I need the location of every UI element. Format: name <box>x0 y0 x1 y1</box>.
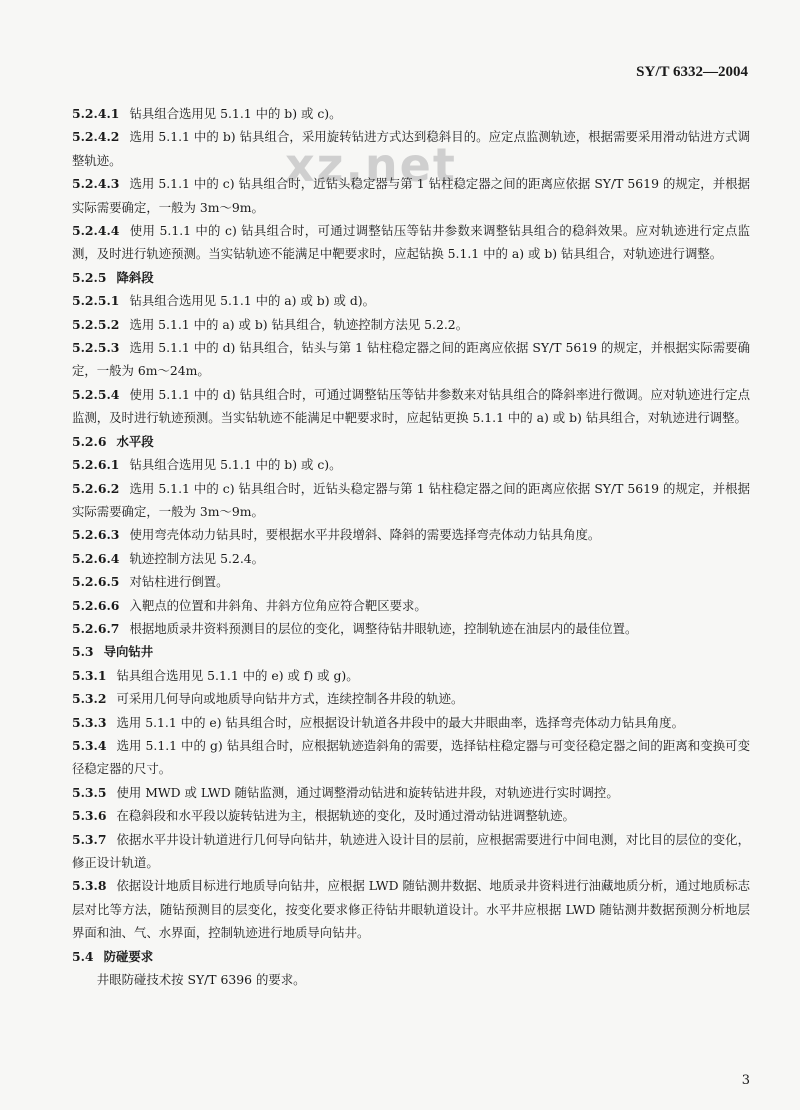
clause-number: 5.2.6.5 <box>72 574 120 590</box>
clause-text: 导向钻井 <box>103 644 154 660</box>
clause-text: 防碰要求 <box>103 948 154 964</box>
clause-text: 选用 5.1.1 中的 d) 钻具组合，钻头与第 1 钻柱稳定器之间的距离应依据 SY/T 5619 的规定，并根据实际需要确定，一般为 6m～24m。 <box>72 340 750 379</box>
clause-paragraph <box>72 125 750 172</box>
clause-paragraph <box>72 383 750 430</box>
standard-code: SY/T 6332—2004 <box>636 64 748 80</box>
clause-text: 使用弯壳体动力钻具时，要根据水平井段增斜、降斜的需要选择弯壳体动力钻具角度。 <box>129 527 601 543</box>
clause-number: 5.3.4 <box>72 737 107 753</box>
clause-text: 井眼防碰技术按 SY/T 6396 的要求。 <box>96 972 306 988</box>
document-body <box>72 102 750 991</box>
clause-text: 轨迹控制方法见 5.2.4。 <box>129 550 265 566</box>
clause-number: 5.2.6.1 <box>72 457 120 473</box>
clause-number: 5.3.2 <box>72 691 107 707</box>
clause-paragraph <box>72 523 750 546</box>
clause-paragraph <box>72 453 750 476</box>
clause-paragraph <box>72 102 750 125</box>
clause-paragraph <box>72 172 750 219</box>
clause-number: 5.2.6.3 <box>72 527 120 543</box>
page-number: 3 <box>741 1073 750 1088</box>
clause-text: 水平段 <box>116 433 154 449</box>
clause-paragraph <box>72 219 750 266</box>
clause-text: 依据水平井设计轨道进行几何导向钻井，轨迹进入设计目的层前，应根据需要进行中间电测，对比目的层位的变化，修正设计轨道。 <box>72 831 750 870</box>
clause-paragraph <box>72 664 750 687</box>
clause-number: 5.2.5.3 <box>72 340 120 356</box>
clause-number: 5.2.6.4 <box>72 550 120 566</box>
section-heading <box>72 640 750 663</box>
clause-number: 5.4 <box>72 948 94 964</box>
clause-paragraph <box>72 874 750 944</box>
section-heading <box>72 266 750 289</box>
clause-paragraph <box>72 804 750 827</box>
watermark: xz.net <box>285 138 457 192</box>
clause-text: 依据设计地质目标进行地质导向钻井，应根据 LWD 随钻测井数据、地质录井资料进行油藏地质分析，通过地质标志层对比等方法，随钻预测目的层变化，按变化要求修正待钻井眼轨道设计。水平井应根据 LWD 随钻测井数据预测分析地层界面和油、气、水界面，控制轨迹进行地质导向钻井。 <box>72 878 750 941</box>
clause-text: 钻具组合选用见 5.1.1 中的 e) 或 f) 或 g)。 <box>116 667 359 683</box>
clause-text: 选用 5.1.1 中的 a) 或 b) 钻具组合，轨迹控制方法见 5.2.2。 <box>129 316 469 332</box>
clause-paragraph <box>72 687 750 710</box>
clause-paragraph <box>72 570 750 593</box>
clause-number: 5.2.4.3 <box>72 176 120 192</box>
clause-paragraph <box>72 289 750 312</box>
clause-number: 5.3.5 <box>72 784 107 800</box>
clause-paragraph <box>72 617 750 640</box>
clause-number: 5.2.5.1 <box>72 293 120 309</box>
clause-number: 5.2.6.6 <box>72 597 120 613</box>
clause-number: 5.3.7 <box>72 831 107 847</box>
clause-number: 5.3.8 <box>72 878 107 894</box>
clause-text: 钻具组合选用见 5.1.1 中的 b) 或 c)。 <box>129 106 342 121</box>
clause-paragraph <box>72 547 750 570</box>
clause-text: 根据地质录井资料预测目的层位的变化，调整待钻井眼轨迹，控制轨迹在油层内的最佳位置。 <box>129 620 638 636</box>
clause-paragraph <box>72 477 750 524</box>
clause-text: 选用 5.1.1 中的 g) 钻具组合时，应根据轨迹造斜角的需要，选择钻柱稳定器与可变径稳定器之间的距离和变换可变径稳定器的尺寸。 <box>72 737 750 777</box>
clause-number: 5.2.4.2 <box>72 129 120 145</box>
clause-number: 5.3.3 <box>72 714 107 730</box>
clause-paragraph <box>72 336 750 383</box>
clause-text: 降斜段 <box>116 269 154 285</box>
clause-number: 5.2.5.2 <box>72 316 120 332</box>
clause-number: 5.3.6 <box>72 808 107 824</box>
clause-paragraph <box>72 828 750 875</box>
clause-number: 5.2.6.2 <box>72 480 120 496</box>
clause-text: 选用 5.1.1 中的 c) 钻具组合时，近钻头稳定器与第 1 钻柱稳定器之间的距离应依据 SY/T 5619 的规定，并根据实际需要确定，一般为 3m～9m。 <box>72 480 750 519</box>
clause-number: 5.2.4.1 <box>72 106 120 121</box>
clause-text: 使用 5.1.1 中的 d) 钻具组合时，可通过调整钻压等钻井参数来对钻具组合的降斜率进行微调。应对轨迹进行定点监测，及时进行轨迹预测。当实钻轨迹不能满足中靶要求时，应起钻更换 5.1.1 中的 a) 或 b) 钻具组合，对轨迹进行调整。 <box>72 386 750 426</box>
clause-paragraph <box>72 734 750 781</box>
clause-text: 选用 5.1.1 中的 e) 钻具组合时，应根据设计轨道各井段中的最大井眼曲率，选择弯壳体动力钻具角度。 <box>116 714 684 730</box>
clause-number: 5.3 <box>72 644 94 660</box>
section-heading <box>72 430 750 453</box>
clause-text: 选用 5.1.1 中的 b) 钻具组合，采用旋转钻进方式达到稳斜目的。应定点监测轨迹，根据需要采用滑动钻进方式调整轨迹。 <box>72 129 750 168</box>
clause-paragraph <box>72 781 750 804</box>
clause-number: 5.2.5 <box>72 269 107 285</box>
clause-text: 选用 5.1.1 中的 c) 钻具组合时，近钻头稳定器与第 1 钻柱稳定器之间的距离应依据 SY/T 5619 的规定，并根据实际需要确定，一般为 3m～9m。 <box>72 176 750 215</box>
clause-paragraph <box>72 968 750 991</box>
clause-text: 对钻柱进行倒置。 <box>129 574 229 590</box>
clause-number: 5.2.6 <box>72 433 107 449</box>
clause-text: 钻具组合选用见 5.1.1 中的 b) 或 c)。 <box>129 457 342 473</box>
clause-text: 在稳斜段和水平段以旋转钻进为主，根据轨迹的变化，及时通过滑动钻进调整轨迹。 <box>116 808 575 824</box>
clause-number: 5.2.4.4 <box>72 223 120 239</box>
section-heading <box>72 945 750 968</box>
clause-number: 5.2.6.7 <box>72 620 120 636</box>
clause-number: 5.3.1 <box>72 667 107 683</box>
clause-number: 5.2.5.4 <box>72 386 120 402</box>
clause-text: 入靶点的位置和井斜角、井斜方位角应符合靶区要求。 <box>129 597 427 613</box>
clause-paragraph <box>72 711 750 734</box>
clause-text: 钻具组合选用见 5.1.1 中的 a) 或 b) 或 d)。 <box>129 293 375 309</box>
clause-text: 可采用几何导向或地质导向钻井方式，连续控制各井段的轨迹。 <box>116 691 464 707</box>
clause-paragraph <box>72 313 750 336</box>
clause-text: 使用 5.1.1 中的 c) 钻具组合时，可通过调整钻压等钻井参数来调整钻具组合的稳斜效果。应对轨迹进行定点监测，及时进行轨迹预测。当实钻轨迹不能满足中靶要求时，应起钻换 5.1.1 中的 a) 或 b) 钻具组合，对轨迹进行调整。 <box>72 223 750 262</box>
clause-paragraph <box>72 594 750 617</box>
clause-text: 使用 MWD 或 LWD 随钻监测，通过调整滑动钻进和旋转钻进井段，对轨迹进行实时调控。 <box>116 784 619 800</box>
